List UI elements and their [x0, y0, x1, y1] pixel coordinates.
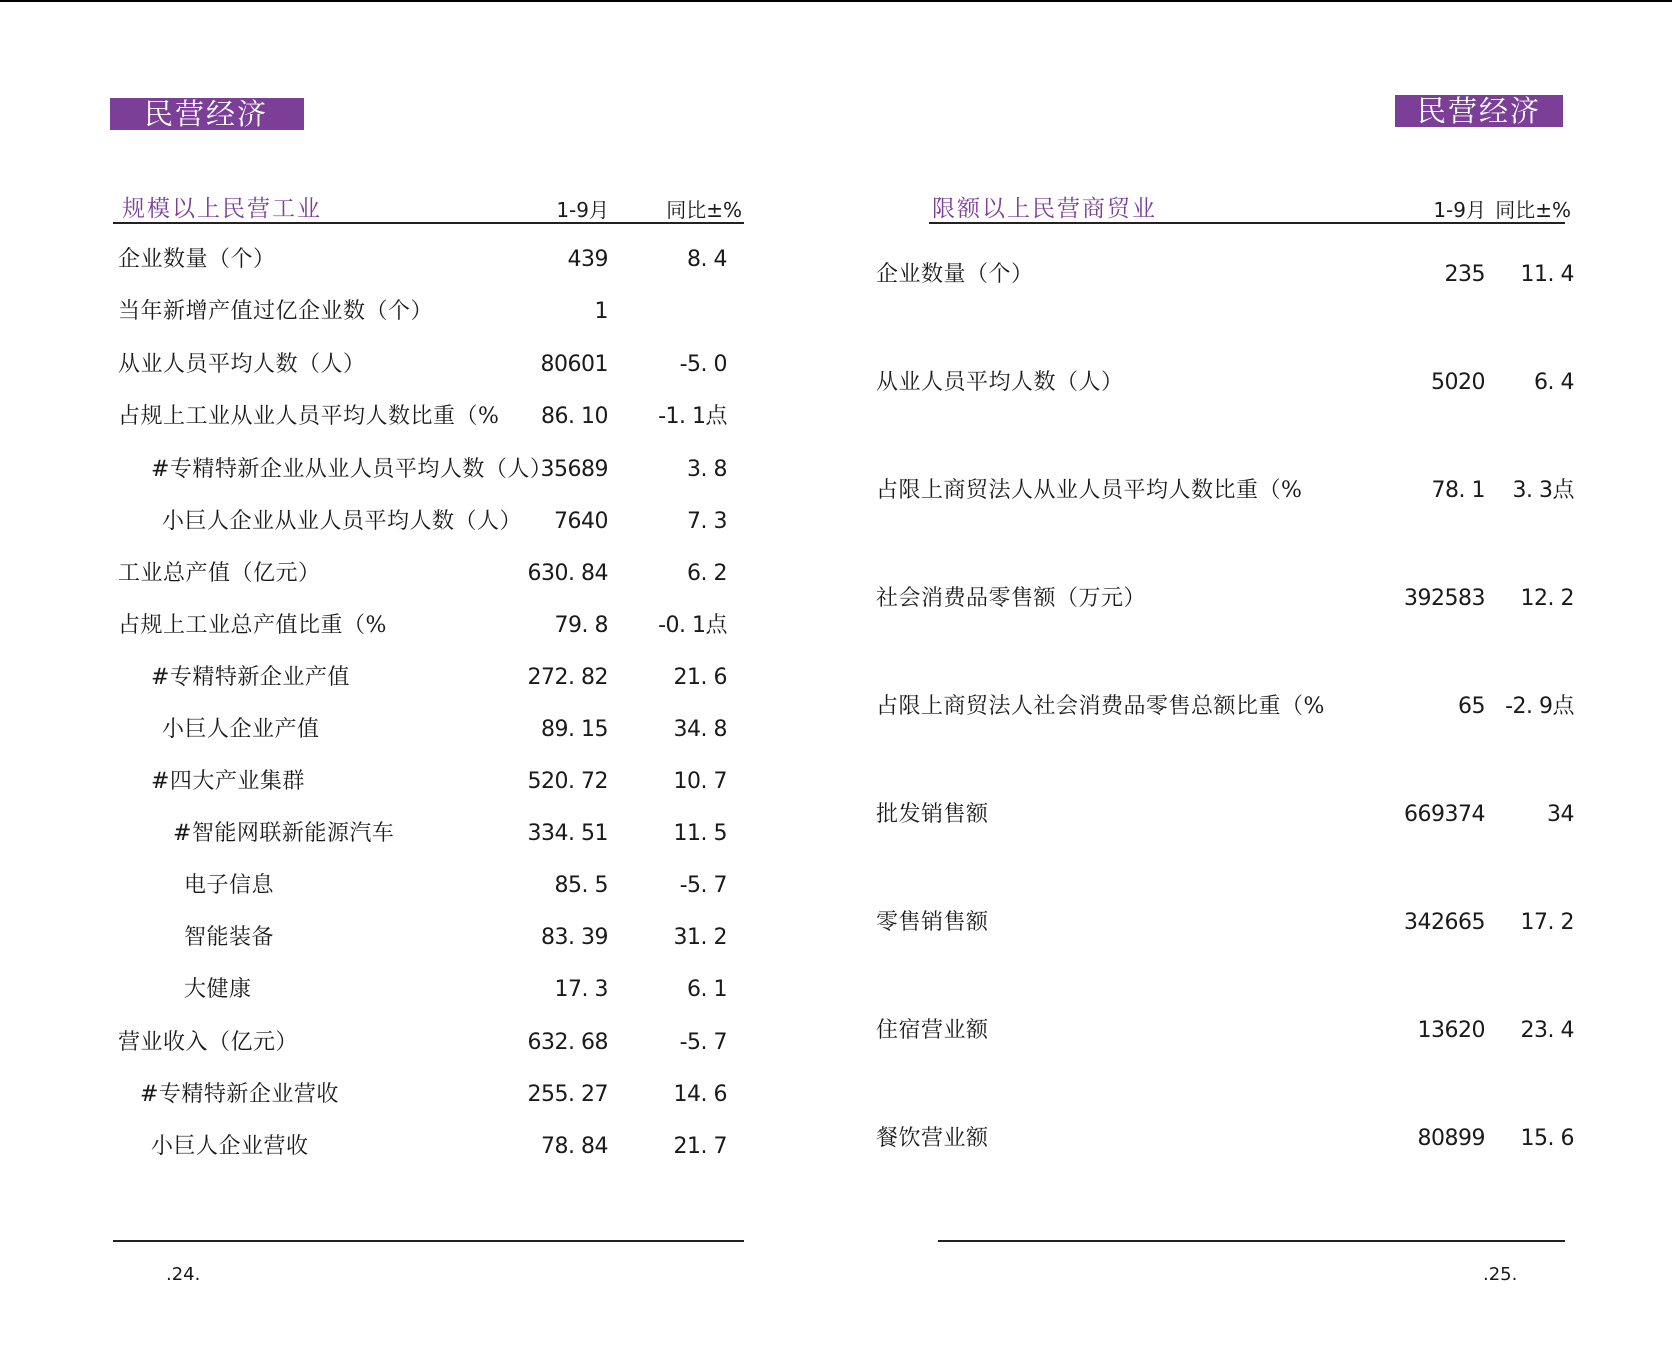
section-banner: 民营经济 [110, 98, 304, 130]
row-value: 342665 [1404, 910, 1485, 935]
row-yoy: 6. 2 [687, 561, 727, 586]
table-row [0, 606, 836, 646]
row-label: 餐饮营业额 [876, 1126, 989, 1151]
row-value: 5020 [1431, 370, 1485, 395]
table-row [0, 1023, 836, 1063]
row-yoy: 12. 2 [1520, 586, 1574, 611]
row-value: 85. 5 [554, 873, 608, 898]
row-value: 35689 [540, 457, 608, 482]
row-yoy: 8. 4 [687, 247, 727, 272]
row-value: 89. 15 [541, 717, 608, 742]
row-yoy: 21. 6 [673, 665, 727, 690]
row-label: 社会消费品零售额（万元） [876, 586, 1147, 611]
row-value: 1 [594, 299, 608, 324]
row-yoy: -2. 9点 [1505, 694, 1574, 719]
table-bottom-rule [938, 1240, 1565, 1242]
table-row [0, 502, 836, 542]
row-yoy: 10. 7 [673, 769, 727, 794]
row-yoy: 3. 8 [687, 457, 727, 482]
row-value: 17. 3 [554, 977, 608, 1002]
row-yoy: 11. 4 [1520, 262, 1574, 287]
row-label: 占规上工业总产值比重（% [118, 613, 387, 638]
row-yoy: 3. 3点 [1512, 478, 1574, 503]
column-header-yoy: 同比±% [1495, 198, 1571, 222]
row-value: 79. 8 [554, 613, 608, 638]
table-top-rule [113, 222, 744, 224]
table-row [0, 710, 836, 750]
table-row [836, 579, 1672, 619]
row-value: 630. 84 [527, 561, 608, 586]
row-value: 632. 68 [527, 1030, 608, 1055]
row-label: 工业总产值（亿元） [118, 561, 321, 586]
table-row [836, 795, 1672, 835]
row-yoy: 34. 8 [673, 717, 727, 742]
row-yoy: 6. 1 [687, 977, 727, 1002]
row-label: 营业收入（亿元） [118, 1030, 299, 1055]
row-label: #专精特新企业产值 [151, 665, 350, 690]
table-row [0, 970, 836, 1010]
right-page [836, 0, 1672, 1353]
row-yoy: 11. 5 [673, 821, 727, 846]
table-row [836, 363, 1672, 403]
row-label: 从业人员平均人数（人） [118, 352, 366, 377]
table-row [836, 255, 1672, 295]
row-label: 电子信息 [184, 873, 275, 898]
table-row [0, 1075, 836, 1115]
row-label: 企业数量（个） [876, 262, 1034, 287]
row-yoy: 17. 2 [1520, 910, 1574, 935]
table-row [836, 903, 1672, 943]
page-number: .25. [1483, 1264, 1518, 1285]
table-title: 限额以上民营商贸业 [932, 196, 1157, 222]
column-header-yoy: 同比±% [666, 198, 742, 222]
table-row [0, 918, 836, 958]
row-yoy: 23. 4 [1520, 1018, 1574, 1043]
table-row [836, 1119, 1672, 1159]
table-row [836, 471, 1672, 511]
table-row [0, 866, 836, 906]
table-row [0, 1127, 836, 1167]
row-yoy: -1. 1点 [658, 404, 727, 429]
row-value: 7640 [554, 509, 608, 534]
row-yoy: -5. 7 [679, 1030, 727, 1055]
row-yoy: 21. 7 [673, 1134, 727, 1159]
table-row [0, 345, 836, 385]
row-yoy: 34 [1547, 802, 1574, 827]
row-label: 零售销售额 [876, 910, 989, 935]
row-value: 83. 39 [541, 925, 608, 950]
row-value: 520. 72 [527, 769, 608, 794]
row-yoy: 31. 2 [673, 925, 727, 950]
column-header-period: 1-9月 [1433, 198, 1486, 222]
table-bottom-rule [113, 1240, 744, 1242]
row-value: 439 [567, 247, 608, 272]
row-value: 235 [1444, 262, 1485, 287]
row-yoy: 7. 3 [687, 509, 727, 534]
row-label: 大健康 [184, 977, 252, 1002]
row-label: #专精特新企业从业人员平均人数（人） [151, 457, 553, 482]
row-label: 企业数量（个） [118, 247, 276, 272]
row-label: 小巨人企业营收 [151, 1134, 309, 1159]
row-label: 批发销售额 [876, 802, 989, 827]
page-number: .24. [166, 1264, 201, 1285]
section-banner: 民营经济 [1395, 95, 1563, 127]
row-value: 13620 [1417, 1018, 1485, 1043]
table-row [0, 814, 836, 854]
table-row [836, 1011, 1672, 1051]
row-label: 智能装备 [184, 925, 275, 950]
row-label: 当年新增产值过亿企业数（个） [118, 299, 434, 324]
table-row [0, 450, 836, 490]
table-top-rule [929, 222, 1565, 224]
row-value: 78. 84 [541, 1134, 608, 1159]
row-value: 669374 [1404, 802, 1485, 827]
row-value: 272. 82 [527, 665, 608, 690]
table-row [0, 292, 836, 332]
row-label: 住宿营业额 [876, 1018, 989, 1043]
row-yoy: 14. 6 [673, 1082, 727, 1107]
column-header-period: 1-9月 [556, 198, 609, 222]
row-label: 占限上商贸法人从业人员平均人数比重（% [876, 478, 1303, 503]
row-value: 80899 [1417, 1126, 1485, 1151]
table-row [836, 687, 1672, 727]
table-title: 规模以上民营工业 [122, 196, 322, 222]
row-label: 占规上工业从业人员平均人数比重（% [118, 404, 500, 429]
row-value: 392583 [1404, 586, 1485, 611]
row-yoy: 15. 6 [1520, 1126, 1574, 1151]
row-label: 占限上商贸法人社会消费品零售总额比重（% [876, 694, 1325, 719]
row-value: 334. 51 [527, 821, 608, 846]
table-row [0, 240, 836, 280]
table-row [0, 658, 836, 698]
table-row [0, 397, 836, 437]
table-row [0, 762, 836, 802]
row-value: 80601 [540, 352, 608, 377]
row-yoy: -0. 1点 [658, 613, 727, 638]
row-label: #专精特新企业营收 [140, 1082, 339, 1107]
row-yoy: -5. 0 [679, 352, 727, 377]
row-value: 65 [1458, 694, 1485, 719]
row-value: 255. 27 [527, 1082, 608, 1107]
row-label: 从业人员平均人数（人） [876, 370, 1124, 395]
row-label: 小巨人企业从业人员平均人数（人） [162, 509, 523, 534]
row-yoy: 6. 4 [1534, 370, 1574, 395]
row-label: 小巨人企业产值 [162, 717, 320, 742]
row-value: 78. 1 [1431, 478, 1485, 503]
row-label: #四大产业集群 [151, 769, 305, 794]
table-row [0, 554, 836, 594]
row-yoy: -5. 7 [679, 873, 727, 898]
row-value: 86. 10 [541, 404, 608, 429]
row-label: #智能网联新能源汽车 [173, 821, 395, 846]
